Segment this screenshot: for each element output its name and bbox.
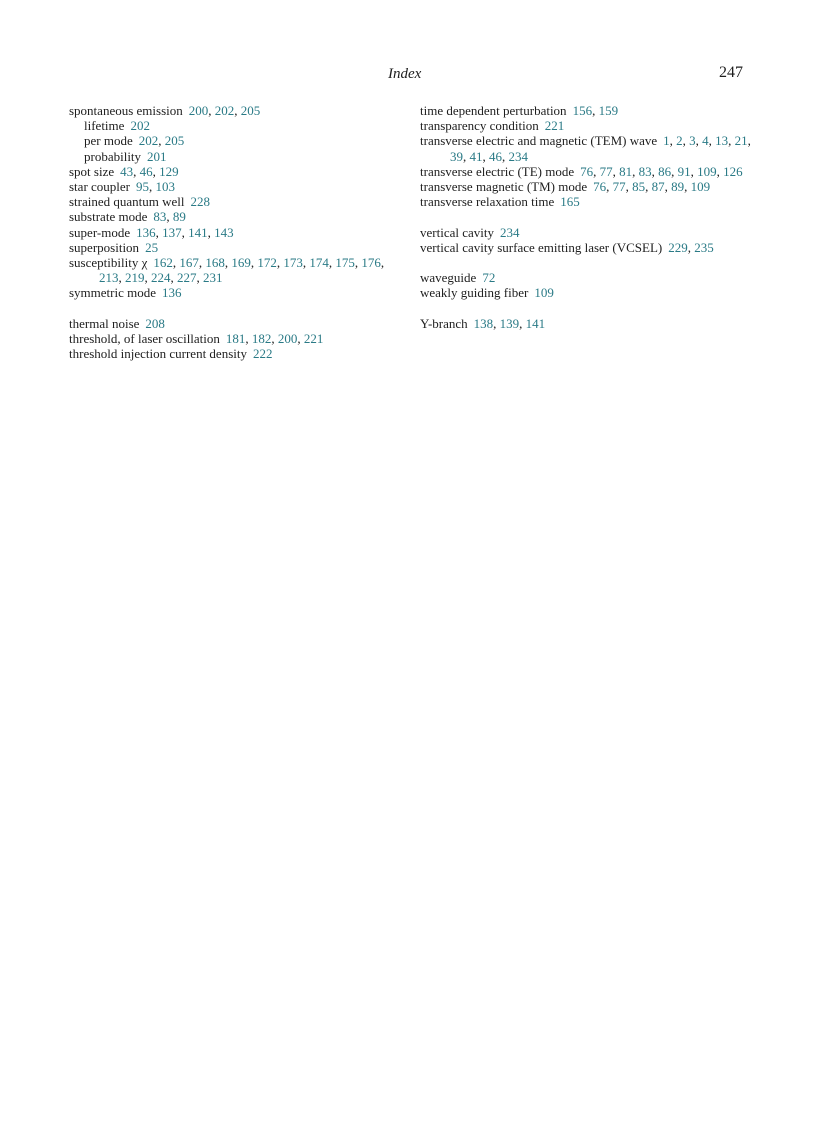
index-term: vertical cavity xyxy=(420,224,494,240)
index-term: lifetime xyxy=(84,118,125,134)
page-link[interactable]: 162 xyxy=(153,255,173,271)
page-references xyxy=(482,270,495,285)
page-link[interactable]: 103 xyxy=(155,179,176,195)
index-term: weakly guiding fiber xyxy=(420,285,529,301)
page-link[interactable]: 4 xyxy=(702,133,709,149)
index-entry xyxy=(420,316,756,331)
index-term: Y-branch xyxy=(420,315,468,331)
page-link[interactable]: 109 xyxy=(697,163,717,179)
page-link[interactable]: 76 xyxy=(593,179,607,195)
index-entry xyxy=(69,225,391,240)
page-link[interactable]: 221 xyxy=(544,118,565,134)
index-term: waveguide xyxy=(420,270,477,286)
page-references xyxy=(534,285,554,300)
page-link[interactable]: 81 xyxy=(619,163,633,179)
page-link[interactable]: 231 xyxy=(203,270,223,286)
index-term: per mode xyxy=(84,133,133,149)
page-link[interactable]: 227 xyxy=(177,270,197,286)
page-link[interactable]: 224 xyxy=(151,270,171,286)
index-term: transverse electric (TE) mode xyxy=(420,163,575,179)
page-number: 247 xyxy=(719,64,743,81)
page-references xyxy=(147,149,167,164)
index-entry xyxy=(420,225,756,240)
index-subentry xyxy=(69,133,391,148)
page-link[interactable]: 46 xyxy=(489,148,502,164)
page-link[interactable]: 228 xyxy=(190,194,211,210)
page-link[interactable]: 136 xyxy=(136,224,156,240)
index-entry xyxy=(69,194,391,209)
index-entry xyxy=(420,103,756,118)
index-entry xyxy=(420,179,756,194)
index-term: thermal noise xyxy=(69,315,140,331)
index-entry xyxy=(420,164,756,179)
page-link[interactable]: 89 xyxy=(671,179,685,195)
index-column-left xyxy=(69,103,391,361)
page-references: 83, 89 xyxy=(153,209,186,225)
index-entry xyxy=(420,118,756,133)
index-entry xyxy=(69,316,391,331)
page-link[interactable]: 200 xyxy=(277,331,298,347)
page-link[interactable]: 126 xyxy=(723,163,743,179)
page-references: 95, 103 xyxy=(136,179,176,195)
page-link[interactable]: 182 xyxy=(251,331,272,347)
page-references xyxy=(560,194,580,209)
page-link[interactable]: 173 xyxy=(283,255,303,271)
page-link[interactable]: 83 xyxy=(638,163,652,179)
index-term: star coupler xyxy=(69,179,131,195)
index-column-right xyxy=(420,103,756,331)
index-term: threshold, of laser oscillation xyxy=(69,331,220,347)
page-link[interactable]: 176 xyxy=(361,255,381,271)
index-entry xyxy=(420,240,756,255)
page-link[interactable]: 95 xyxy=(136,179,150,195)
index-entry xyxy=(420,285,756,300)
page-link[interactable]: 89 xyxy=(172,209,186,225)
index-term: super-mode xyxy=(69,224,131,240)
page-link[interactable]: 143 xyxy=(214,224,234,240)
page-link[interactable]: 181 xyxy=(225,331,246,347)
index-entry xyxy=(69,240,391,255)
page-link[interactable]: 219 xyxy=(125,270,145,286)
page-link[interactable]: 222 xyxy=(252,346,273,362)
group-separator xyxy=(69,301,391,316)
page-link[interactable]: 13 xyxy=(715,133,729,149)
page-link[interactable]: 76 xyxy=(580,163,594,179)
index-entry xyxy=(69,255,391,285)
page-references: 138, 139, 141 xyxy=(473,315,546,331)
index-term: strained quantum well xyxy=(69,194,185,210)
page-link[interactable]: 77 xyxy=(599,163,613,179)
page-link[interactable]: 208 xyxy=(145,315,165,331)
page-references xyxy=(145,240,158,255)
index-term: spontaneous emission xyxy=(69,103,183,118)
page-link[interactable]: 234 xyxy=(500,224,520,240)
index-term: transverse relaxation time xyxy=(420,194,555,210)
group-separator xyxy=(420,301,756,316)
page-references xyxy=(145,316,165,331)
index-entry xyxy=(69,179,391,194)
page-link[interactable]: 168 xyxy=(205,255,225,271)
page-references xyxy=(253,346,273,361)
page-link[interactable]: 169 xyxy=(231,255,251,271)
index-term: time dependent perturbation xyxy=(420,103,567,118)
running-head-title: Index xyxy=(388,66,422,82)
page-references: 229, 235 xyxy=(668,239,714,255)
index-entry xyxy=(69,285,391,300)
index-entry xyxy=(69,346,391,361)
page-link[interactable]: 205 xyxy=(240,103,261,118)
page-link[interactable]: 175 xyxy=(335,255,355,271)
page-references: 181, 182, 200, 221 xyxy=(225,331,324,347)
page-link[interactable]: 141 xyxy=(525,315,546,331)
page-references: 162, 167, 168, 169, 172, 173, 174, 175, 176, 213, 219, 224, 227, 231 xyxy=(99,255,385,286)
index-entry xyxy=(420,194,756,209)
page-link[interactable]: 202 xyxy=(214,103,235,118)
page-link[interactable]: 137 xyxy=(162,224,182,240)
group-separator xyxy=(420,255,756,270)
page-link[interactable]: 141 xyxy=(188,224,208,240)
page-link[interactable]: 221 xyxy=(303,331,324,347)
page-link[interactable]: 3 xyxy=(689,133,696,149)
page-link[interactable]: 87 xyxy=(651,179,665,195)
page-references xyxy=(545,118,565,133)
index-term: threshold injection current density xyxy=(69,346,247,362)
page-references xyxy=(191,194,211,209)
page-references: 1, 2, 3, 4, 13, 21, 39, 41, 46, 234 xyxy=(450,133,751,164)
page-link[interactable]: 202 xyxy=(130,118,150,134)
page-link[interactable]: 213 xyxy=(99,270,119,286)
index-entry xyxy=(69,209,391,224)
page-link[interactable]: 167 xyxy=(179,255,199,271)
index-term: susceptibility χ xyxy=(69,255,148,271)
index-term: substrate mode xyxy=(69,209,148,225)
index-term: transverse electric and magnetic (TEM) wave xyxy=(420,133,658,149)
page-link[interactable]: 46 xyxy=(139,163,153,179)
index-subentry xyxy=(69,118,391,133)
page-link[interactable]: 39 xyxy=(450,148,463,164)
index-subentry xyxy=(69,149,391,164)
page-references: 200, 202, 205 xyxy=(188,103,261,118)
index-entry xyxy=(420,133,756,163)
page-link[interactable]: 201 xyxy=(147,148,167,164)
page-references: 136, 137, 141, 143 xyxy=(136,224,234,240)
page-link[interactable]: 205 xyxy=(164,133,185,149)
page-link[interactable]: 234 xyxy=(508,148,528,164)
page-link[interactable]: 86 xyxy=(658,163,672,179)
page-link[interactable]: 91 xyxy=(677,163,691,179)
page-link[interactable]: 25 xyxy=(145,239,159,255)
page-link[interactable]: 174 xyxy=(309,255,329,271)
index-entry xyxy=(69,331,391,346)
page-references xyxy=(162,285,182,300)
index-entry xyxy=(420,270,756,285)
index-term: transverse magnetic (TM) mode xyxy=(420,179,588,195)
page-references: 202, 205 xyxy=(138,133,185,149)
page-references: 76, 77, 81, 83, 86, 91, 109, 126 xyxy=(580,163,743,179)
page-link[interactable]: 72 xyxy=(482,270,496,286)
page-link[interactable]: 139 xyxy=(499,315,520,331)
page-references: 156, 159 xyxy=(572,103,619,118)
page-link[interactable]: 2 xyxy=(676,133,683,149)
page-link[interactable]: 77 xyxy=(612,179,626,195)
page-link[interactable]: 41 xyxy=(469,148,483,164)
page-link[interactable]: 156 xyxy=(572,103,593,118)
index-term: spot size xyxy=(69,163,115,179)
page-link[interactable]: 136 xyxy=(162,285,182,301)
page-link[interactable]: 129 xyxy=(159,163,179,179)
page-link[interactable]: 165 xyxy=(560,194,580,210)
page-link[interactable]: 21 xyxy=(734,133,748,149)
page-link[interactable]: 202 xyxy=(138,133,159,149)
page-references: 43, 46, 129 xyxy=(120,163,179,179)
index-term: symmetric mode xyxy=(69,285,157,301)
page-link[interactable]: 159 xyxy=(598,103,619,118)
page-link[interactable]: 200 xyxy=(188,103,209,118)
page-link[interactable]: 235 xyxy=(694,239,714,255)
page-link[interactable]: 138 xyxy=(473,315,494,331)
page-link[interactable]: 109 xyxy=(690,179,711,195)
page-references: 76, 77, 85, 87, 89, 109 xyxy=(593,179,711,195)
group-separator xyxy=(420,209,756,224)
page-link[interactable]: 83 xyxy=(153,209,167,225)
page-link[interactable]: 85 xyxy=(632,179,646,195)
page-link[interactable]: 229 xyxy=(668,239,688,255)
page-references xyxy=(130,118,150,133)
index-term: vertical cavity surface emitting laser (VCSEL) xyxy=(420,239,663,255)
index-entry xyxy=(69,164,391,179)
page-references xyxy=(500,225,520,240)
page-link[interactable]: 109 xyxy=(534,285,554,301)
index-term: superposition xyxy=(69,239,140,255)
index-term: probability xyxy=(84,148,142,164)
index-entry xyxy=(69,103,391,118)
page-link[interactable]: 43 xyxy=(120,163,134,179)
page-link[interactable]: 172 xyxy=(257,255,277,271)
index-term: transparency condition xyxy=(420,118,539,134)
page-link[interactable]: 1 xyxy=(663,133,670,149)
